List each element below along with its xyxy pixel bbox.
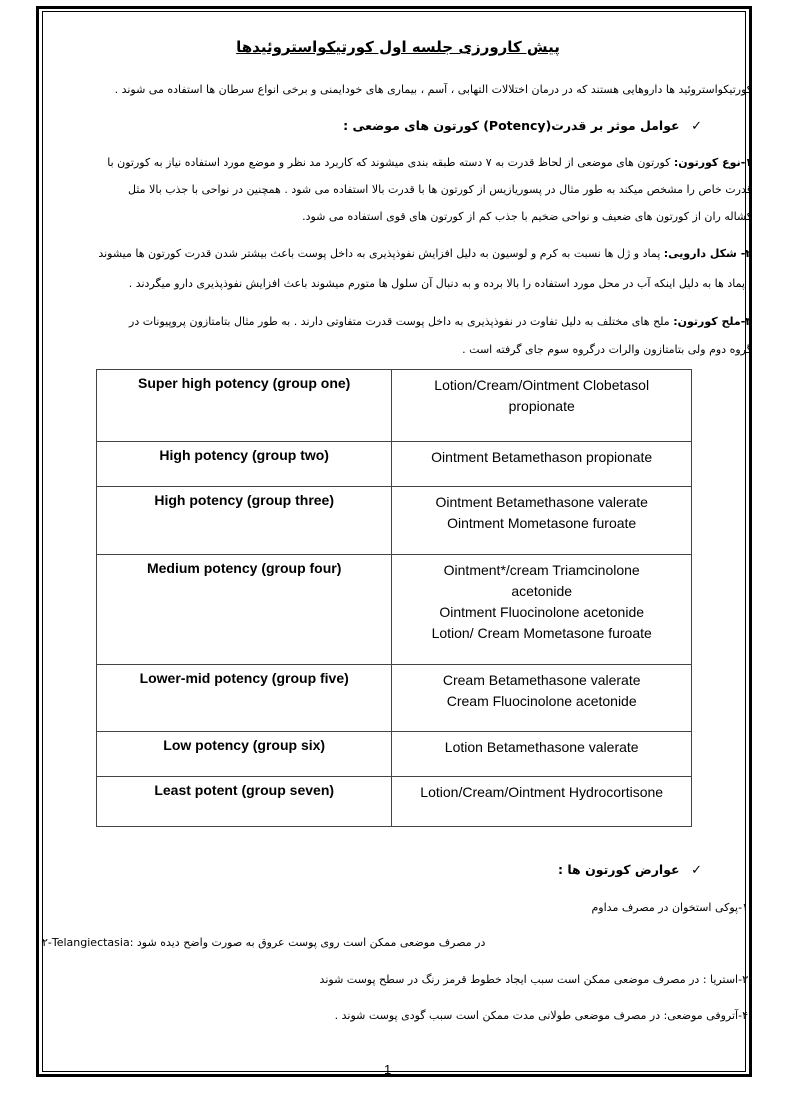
paragraph-line: . پماد ها به دلیل اینکه آب در محل مورد استفاده را بالا برده و به دنبال آن سلول ها متورم میشوند باعث افزایش نفوذپذیری دارو میگردند . bbox=[128, 277, 752, 290]
drug-name: Ointment Betamethasone valerate bbox=[435, 494, 648, 510]
potency-group-cell: Least potent (group seven) bbox=[97, 777, 392, 827]
paragraph-text: پماد و ژل ها نسبت به کرم و لوسیون به دلیل افزایش نفوذپذیری به داخل پوست باعث بیشتر شدن قدرت کورتون ها میشوند bbox=[98, 247, 661, 260]
drug-list-cell bbox=[392, 442, 692, 487]
drug-name: Ointment Betamethason propionate bbox=[431, 449, 653, 465]
potency-group-cell: Medium potency (group four) bbox=[97, 555, 392, 665]
drug-list-cell bbox=[392, 777, 692, 827]
table-row bbox=[97, 555, 692, 665]
potency-group-cell: High potency (group two) bbox=[97, 442, 392, 487]
table-row bbox=[97, 370, 692, 442]
paragraph-line: گروه دوم ولی بتامتازون والرات درگروه سوم جای گرفته است . bbox=[462, 343, 752, 356]
drug-name: Ointment Mometasone furoate bbox=[447, 515, 637, 531]
side-effect-item: ۱-پوکی استخوان در مصرف مداوم bbox=[591, 901, 748, 914]
drug-list-cell bbox=[392, 665, 692, 732]
drug-list-cell bbox=[392, 555, 692, 665]
checkmark-icon: ✓ bbox=[691, 863, 702, 878]
paragraph-label: ۳-ملح کورتون: bbox=[673, 315, 752, 328]
paragraph-label: ۲- شکل دارویی: bbox=[663, 247, 752, 260]
drug-list-cell bbox=[392, 732, 692, 777]
paragraph-dosage-form bbox=[42, 246, 752, 261]
drug-name: Lotion/Cream/Ointment Hydrocortisone bbox=[420, 784, 664, 800]
drug-name: Lotion/Cream/Ointment Clobetasol bbox=[434, 377, 650, 393]
paragraph-salt bbox=[42, 314, 752, 329]
section-heading-potency bbox=[42, 118, 702, 134]
paragraph-line: قدرت خاص را مشخص میکند به طور مثال در پسوریازیس از کورتون ها با قدرت بالا استفاده می شود . همچنین در نواحی با جذب بالا مثل bbox=[128, 183, 752, 196]
page-number: 1 bbox=[384, 1062, 392, 1077]
table-row bbox=[97, 665, 692, 732]
drug-name: Lotion Betamethasone valerate bbox=[444, 739, 639, 755]
drug-name: Lotion/ Cream Mometasone furoate bbox=[431, 625, 652, 641]
drug-name: Ointment*/cream Triamcinolone bbox=[443, 562, 640, 578]
table-row bbox=[97, 732, 692, 777]
drug-list-cell bbox=[392, 487, 692, 555]
table-row bbox=[97, 487, 692, 555]
drug-name: propionate bbox=[508, 398, 575, 414]
potency-group-cell: Low potency (group six) bbox=[97, 732, 392, 777]
drug-name: Cream Fluocinolone acetonide bbox=[446, 693, 637, 709]
section-heading-side-effects bbox=[42, 862, 702, 878]
drug-name: acetonide bbox=[511, 583, 573, 599]
potency-table bbox=[96, 369, 692, 827]
intro-paragraph: کورتیکواستروئید ها داروهایی هستند که در درمان اختلالات التهابی ، آسم ، بیماری های خودایمنی و برخی انواع سرطان ها استفاده می شوند . bbox=[114, 83, 752, 96]
potency-group-cell: Lower-mid potency (group five) bbox=[97, 665, 392, 732]
drug-name: Cream Betamethasone valerate bbox=[442, 672, 641, 688]
side-effect-item: ۴-آتروفی موضعی: در مصرف موضعی طولانی مدت ممکن است سبب گودی پوست شوند . bbox=[334, 1009, 748, 1022]
paragraph-steroid-type bbox=[42, 155, 752, 170]
drug-name: Ointment Fluocinolone acetonide bbox=[439, 604, 645, 620]
table-row bbox=[97, 442, 692, 487]
paragraph-text: ملح های مختلف به دلیل تفاوت در نفوذپذیری به داخل پوست قدرت متفاوتی دارند . به طور مثال بتامتازون پروپیونات در bbox=[129, 315, 670, 328]
drug-list-cell bbox=[392, 370, 692, 442]
side-effect-item: ۲-Telangiectasia: در مصرف موضعی ممکن است روی پوست عروق به صورت واضح دیده شود bbox=[42, 936, 486, 949]
potency-group-cell: Super high potency (group one) bbox=[97, 370, 392, 442]
document-title: پیش کارورزی جلسه اول کورتیکواستروئیدها bbox=[236, 38, 560, 56]
table-row bbox=[97, 777, 692, 827]
potency-group-cell: High potency (group three) bbox=[97, 487, 392, 555]
section-heading-side-effects-text: عوارض کورتون ها : bbox=[558, 862, 680, 877]
paragraph-line: کشاله ران از کورتون های ضعیف و نواحی ضخیم با جذب کم از کورتون های قوی استفاده می شود. bbox=[302, 210, 752, 223]
paragraph-label: ۱-نوع کورتون: bbox=[673, 156, 752, 169]
section-heading-potency-text: عوامل موثر بر قدرت(Potency) کورتون های موضعی : bbox=[343, 118, 680, 133]
side-effect-item: ۳-استریا : در مصرف موضعی ممکن است سبب ایجاد خطوط قرمز رنگ در سطح پوست شوند bbox=[319, 973, 748, 986]
paragraph-text: کورتون های موضعی از لحاظ قدرت به ۷ دسته طبقه بندی میشوند که کاربرد مد نظر و موضع مورد استفاده نیاز به کورتون با bbox=[107, 156, 671, 169]
checkmark-icon: ✓ bbox=[691, 119, 702, 134]
